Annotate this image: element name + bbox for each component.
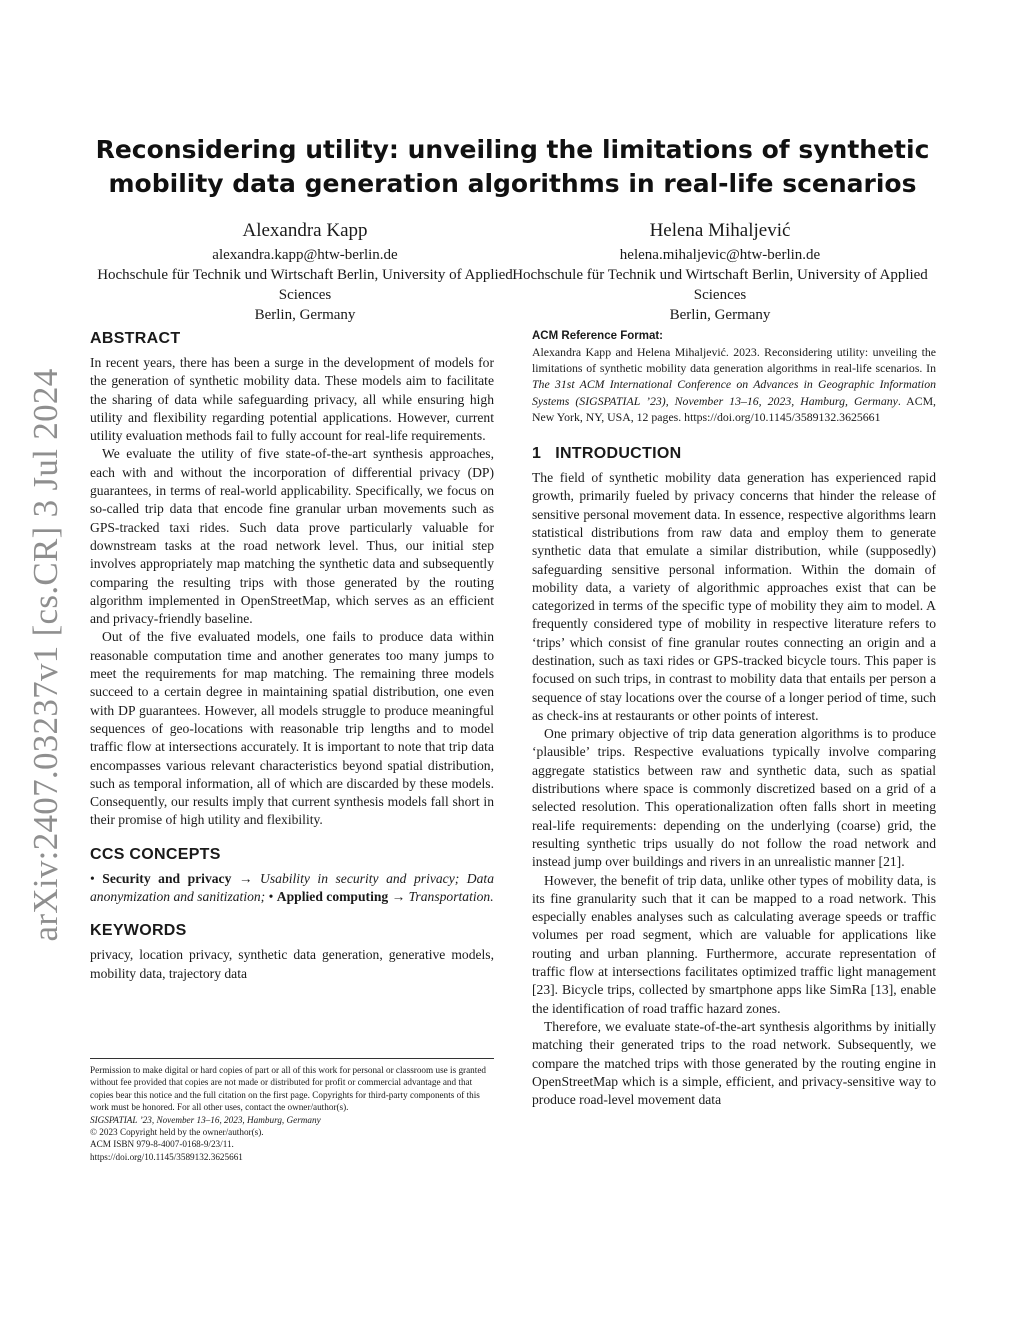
- author-name: Alexandra Kapp: [242, 220, 368, 241]
- abstract-section: [90, 330, 494, 830]
- intro-paragraph: One primary objective of trip data generation algorithms is to produce ‘plausible’ trips. Respective evaluations typically involve comparing aggregate statistics between raw and synthetic data, such as spatial distributions where space is commonly discretized based on a grid of a selected resolution. This operationalization often falls short in meeting real-life requirements: depending on the underlying (coarse) grid, the resulting synthetic trips usually do not follow the road network and instead jump over buildings and rivers in an unrealistic manner [21].: [532, 726, 936, 870]
- copyright-line: © 2023 Copyright held by the owner/author(s).: [90, 1127, 264, 1138]
- keywords-text: privacy, location privacy, synthetic data generation, generative models, mobility data, trajectory data: [90, 947, 494, 981]
- acm-reference-text: [532, 344, 936, 425]
- intro-paragraph: Therefore, we evaluate state-of-the-art synthesis algorithms by initially matching their generated trips to the road network. Subsequently, we compare the matched trips with those generated by the routing engine in OpenStreetMap which is a simple, efficient, and privacy-sensitive way to produce road-level movement data: [532, 1018, 936, 1108]
- author-block-2: [510, 219, 930, 325]
- introduction-heading: [532, 445, 936, 463]
- ccs-heading: CCS CONCEPTS: [90, 845, 221, 863]
- title-block: [90, 133, 935, 201]
- author-affiliation: Hochschule für Technik und Wirtschaft Berlin, University of Applied Sciences: [97, 267, 513, 303]
- isbn-line: ACM ISBN 979-8-4007-0168-9/23/11.: [90, 1139, 234, 1150]
- abstract-paragraph: In recent years, there has been a surge in the development of models for the generation of synthetic mobility data. These models aim to facilitate the sharing of data while safeguarding privacy, all while ensuring high utility and flexibility regarding potential applications. However, current utility evaluation methods fail to fully account for real-life requirements.: [90, 355, 494, 444]
- ccs-arrow: →: [391, 889, 406, 905]
- arxiv-identifier: arXiv:2407.03237v1 [cs.CR] 3 Jul 2024: [26, 368, 65, 942]
- author-location: Berlin, Germany: [669, 307, 771, 323]
- ccs-bullet: •: [90, 870, 95, 886]
- author-location: Berlin, Germany: [254, 307, 356, 323]
- ccs-category: Security and privacy: [102, 870, 232, 886]
- author-affiliation: Hochschule für Technik und Wirtschaft Berlin, University of Applied Sciences: [512, 267, 928, 303]
- intro-paragraph: However, the benefit of trip data, unlike other types of mobility data, is its fine granularity such that it can be mapped to a road network. This especially enables analyses such as calculating average speeds or traffic volumes per road segment, which are valuable for applications like routing and urban planning. Furthermore, accurate representation of traffic flow at intersections facilitates optimized traffic light management [23]. Bicycle trips, collected by smartphone apps like SimRa [13], enable the identification of road traffic hazard zones.: [532, 872, 936, 1016]
- permission-text: Permission to make digital or hard copies of part or all of this work for personal or classroom use is granted without fee provided that copies are not made or distributed for profit or commercial advantage and that copies bear this notice and the full citation on the first page. Copyrights for third-party components of this work must be honored. For all other uses, contact the owner/author(s).: [90, 1065, 486, 1113]
- ccs-concepts: Usability in security and privacy; Data anonymization and sanitization;: [90, 870, 494, 905]
- introduction-body: [532, 469, 936, 1109]
- section-title: INTRODUCTION: [555, 445, 682, 463]
- acm-reference-section: [532, 330, 936, 425]
- acm-ref-tail: . ACM, New York, NY, USA, 12 pages. https://doi.org/10.1145/3589132.3625661: [532, 393, 937, 424]
- author-email: helena.mihaljevic@htw-berlin.de: [619, 247, 821, 263]
- ccs-category: Applied computing: [276, 889, 389, 905]
- paper-title: Reconsidering utility: unveiling the limitations of synthetic mobility data generation algorithms in real-life scenarios: [95, 135, 930, 198]
- abstract-body: [90, 354, 494, 830]
- acm-reference-label: ACM Reference Format:: [532, 330, 663, 342]
- abstract-heading: ABSTRACT: [90, 330, 181, 347]
- ccs-concepts-section: [90, 846, 494, 907]
- abstract-paragraph: Out of the five evaluated models, one fails to produce data within reasonable computation time and another generates too many jumps to meet the requirements for map matching. The remaining three models succeed to a certain degree in maintaining spatial distribution, one even with DP guarantees. However, all models struggle to produce meaningful sequences of geo-locations with reasonable trip lengths and to model traffic flow at intersections accurately. It is important to note that trip data encompasses various relevant characteristics beyond spatial distribution, such as temporal information, all of which are discarded by these models. Consequently, our results imply that current synthesis models fall short in their promise of high utility and flexibility.: [90, 629, 494, 828]
- permission-footnote: [90, 1058, 494, 1163]
- section-number: 1: [532, 445, 542, 463]
- acm-ref-venue: The 31st ACM International Conference on Advances in Geographic Information Systems (SIGSPATIAL ’23), November 13–16, 2023, Hamburg, Germany: [532, 377, 936, 408]
- right-column: [532, 330, 936, 1109]
- left-column: [90, 330, 494, 983]
- author-email: alexandra.kapp@htw-berlin.de: [212, 247, 398, 263]
- keywords-section: [90, 922, 494, 983]
- acm-ref-authors: Alexandra Kapp and Helena Mihaljević. 2023. Reconsidering utility: unveiling the limitations of synthetic mobility data generation algorithms in real-life scenarios. In: [532, 345, 936, 376]
- venue-line: SIGSPATIAL ’23, November 13–16, 2023, Hamburg, Germany: [90, 1114, 321, 1125]
- intro-paragraph: The field of synthetic mobility data generation has experienced rapid growth, primarily fueled by privacy concerns that hinder the release of sensitive personal movement data. In essence, respective algorithms learn statistical distributions from raw data and employ them to generate synthetic data that emulate a similar distribution, while (supposedly) safeguarding sensitive personal information. Within the domain of mobility data, a variety of algorithmic approaches exist that can be categorized in terms of the specific type of mobility they aim to model. A frequently considered type of mobility in respective literature refers to ‘trips’ which consist of fine granular routes connecting an origin and a destination, such as taxi rides or GPS-tracked bicycle tours. This paper is focused on such trips, in contrast to mobility data that entails per person a sequence of stay locations over the course of a longer period of time, such as check-ins at restaurants or other points of interest.: [532, 470, 936, 723]
- author-block-1: [95, 219, 515, 325]
- abstract-paragraph: We evaluate the utility of five state-of-the-art synthesis approaches, each with and without the incorporation of differential privacy (DP) guarantees, in terms of real-world applicability. Specifically, we focus on so-called trip data that encode fine granular urban movements such as GPS-tracked taxi rides. Such data prove particularly valuable for downstream tasks at the road network level. Thus, our initial step involves appropriately map matching the synthetic data and subsequently comparing the resulting trips with those generated by the routing algorithm implemented in OpenStreetMap, which serves as an efficient and privacy-friendly baseline.: [90, 446, 494, 627]
- ccs-concepts-text: [90, 870, 494, 907]
- ccs-concepts: Transportation.: [408, 889, 494, 905]
- ccs-bullet: •: [268, 889, 274, 905]
- ccs-arrow: →: [238, 870, 253, 886]
- keywords-heading: KEYWORDS: [90, 922, 187, 940]
- author-name: Helena Mihaljević: [649, 220, 791, 241]
- doi-link[interactable]: https://doi.org/10.1145/3589132.3625661: [90, 1151, 243, 1162]
